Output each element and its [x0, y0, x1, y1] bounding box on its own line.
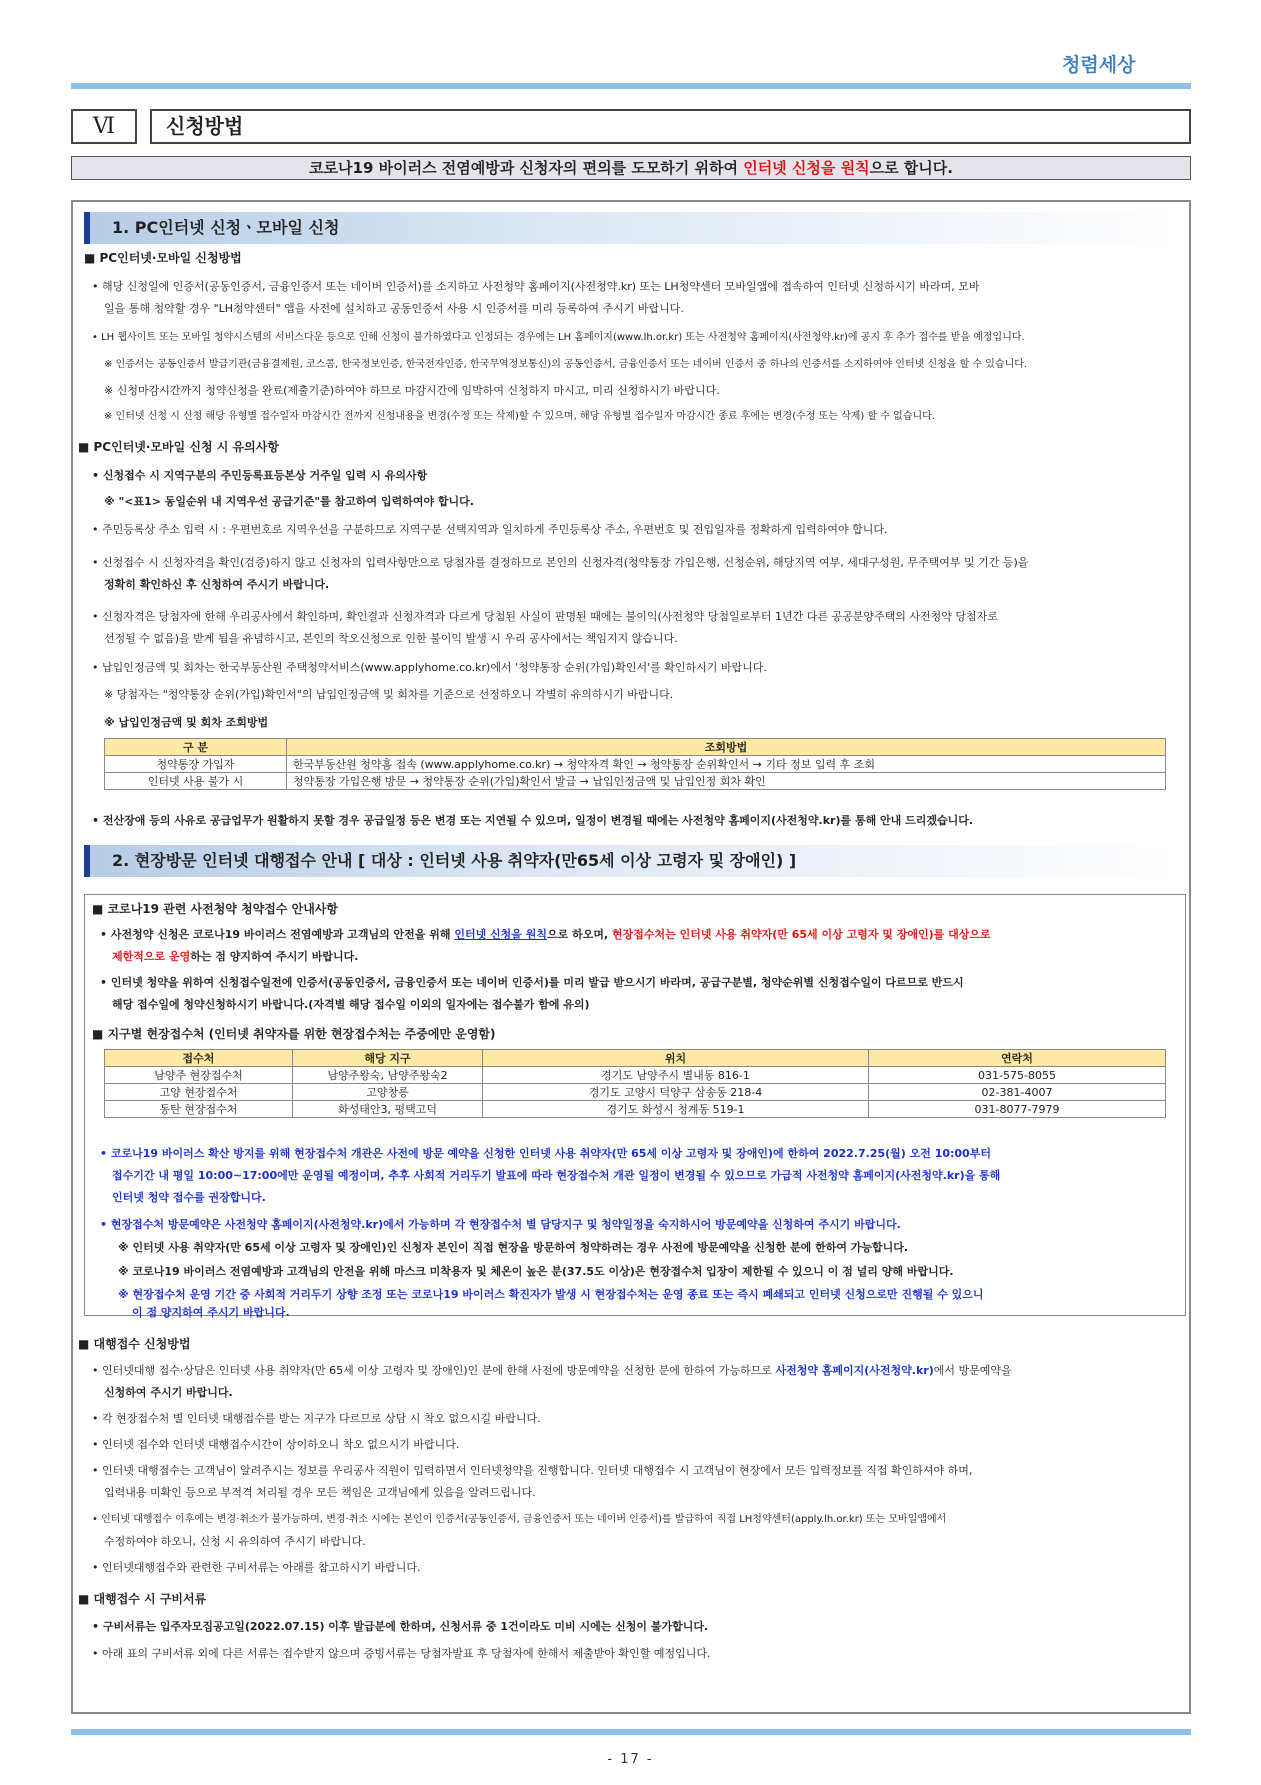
table-header-row [105, 739, 1166, 756]
table-row [105, 756, 1166, 773]
lookup-method-table [104, 738, 1166, 790]
proxy-item-1a [92, 1364, 1012, 1378]
table-cell: 경기도 고양시 덕양구 삼송동 218-4 [483, 1084, 869, 1101]
proxy-item-6: • 인터넷대행접수와 관련한 구비서류는 아래를 참고하시기 바랍니다. [92, 1561, 421, 1574]
page-number: - 17 - [607, 1752, 654, 1767]
precaution-5: • 납입인정금액 및 회차는 한국부동산원 주택청약서비스(www.applyhome.co.kr)에서 '청약통장 순위(가입)확인서'를 확인하시기 바랍니다. [92, 661, 767, 674]
notice-banner [71, 156, 1191, 180]
heading-covid-notice: ■ 코로나19 관련 사전청약 청약접수 안내사항 [92, 902, 338, 916]
covid-item-1a-mid: 으로 하오며, [547, 928, 612, 941]
precaution-5-table-title: ※ 납입인정금액 및 회차 조회방법 [104, 716, 269, 729]
proxy-item-1a-text: • 인터넷대행 접수·상담은 인터넷 사용 취약자(만 65세 이상 고령자 및 장애인)인 분에 한해 사전에 방문예약을 신청한 분에 한하여 가능하므로 [92, 1364, 776, 1377]
table-cell: 청약통장 가입은행 방문 → 청약통장 순위(가입)확인서 발급 → 납입인정금액 및 납입인정 회차 확인 [287, 773, 1166, 790]
table-row [105, 773, 1166, 790]
table-cell: 031-8077-7979 [869, 1101, 1166, 1118]
table-header: 위치 [483, 1050, 869, 1067]
precaution-3a: • 신청접수 시 신청자격을 확인(검증)하지 않고 신청자의 입력사항만으로 당첨자를 결정하므로 본인의 신청자격(청약통장 가입은행, 신청순위, 해당지역 여부, 세대구성원, 무주택여부 및 기간 등)을 [92, 556, 1029, 569]
heading-proxy-method: ■ 대행접수 신청방법 [78, 1337, 191, 1351]
covid-item-1a-text: • 사전청약 신청은 코로나19 바이러스 전염예방과 고객님의 안전을 위해 [100, 928, 455, 941]
table-header: 접수처 [105, 1050, 293, 1067]
precaution-3b: 정확히 확인하신 후 신청하여 주시기 바랍니다. [104, 578, 330, 591]
covid-item-1a-blue: 인터넷 신청을 원칙 [454, 928, 548, 941]
banner-emphasis: 인터넷 신청을 원칙 [743, 159, 870, 177]
covid-item-1b [112, 950, 358, 964]
proxy-item-5b: 수정하여야 하오니, 신청 시 유의하여 주시기 바랍니다. [104, 1535, 366, 1548]
visit-notice-1c: 인터넷 청약 접수를 권장합니다. [112, 1191, 266, 1204]
proxy-item-1a-end: 에서 방문예약을 [933, 1364, 1012, 1377]
visit-notice-2: • 현장접수처 방문예약은 사전청약 홈페이지(사전청약.kr)에서 가능하며 각 현장접수처 별 담당지구 및 청약일정을 숙지하시어 방문예약을 신청하여 주시기 바랍니다. [100, 1218, 901, 1231]
bottom-rule [71, 1729, 1191, 1735]
precaution-5-note: ※ 당첨자는 "청약통장 순위(가입)확인서"의 납입인정금액 및 회차를 기준으로 선정하오니 각별히 유의하시기 바랍니다. [104, 688, 674, 701]
precaution-2: • 주민등록상 주소 입력 시 : 우편번호로 지역우선을 구분하므로 지역구분 선택지역과 일치하게 주민등록상 주소, 우편번호 및 전입일자를 정확하게 입력하여야 합니다. [92, 523, 888, 536]
visit-notice-1b: 접수기간 내 평일 10:00~17:00에만 운영될 예정이며, 추후 사회적 거리두기 발표에 따라 현장접수처 개관 일정이 변경될 수 있으므로 가급적 사전청약 홈페이지(사전청약.kr)을 통해 [112, 1169, 1001, 1182]
covid-item-1b-red: 제한적으로 운영 [112, 950, 191, 963]
table-cell: 청약통장 가입자 [105, 756, 287, 773]
banner-text: 코로나19 바이러스 전염예방과 신청자의 편의를 도모하기 위하여 [309, 159, 744, 177]
table-cell: 남양주왕숙, 남양주왕숙2 [293, 1067, 483, 1084]
table-cell: 인터넷 사용 불가 시 [105, 773, 287, 790]
proxy-item-3: • 인터넷 접수와 인터넷 대행접수시간이 상이하오니 착오 없으시기 바랍니다. [92, 1438, 460, 1451]
table-cell: 02-381-4007 [869, 1084, 1166, 1101]
method-note-1: ※ 인증서는 공동인증서 발급기관(금융결제원, 코스콤, 한국정보인증, 한국전자인증, 한국무역정보통신)의 공동인증서, 금융인증서 또는 네이버 인증서 중 하나의 인증서를 소지하여야 인터넷 신청을 할 수 있습니다. [104, 359, 1028, 370]
covid-item-1b-text: 하는 점 양지하여 주시기 바랍니다. [190, 950, 359, 963]
proxy-item-4b: 입력내용 미확인 등으로 부적격 처리될 경우 모든 책임은 고객님에게 있음을 알려드립니다. [104, 1486, 536, 1499]
visit-note-3a: ※ 현장접수처 운영 기간 중 사회적 거리두기 상향 조정 또는 코로나19 바이러스 확진자가 발생 시 현장접수처는 운영 종료 또는 즉시 폐쇄되고 인터넷 신청으로만 진행될 수 있으니 [118, 1288, 984, 1301]
table-cell: 동탄 현장접수처 [105, 1101, 293, 1118]
table-row [105, 1067, 1166, 1084]
covid-item-1a-red: 현장접수처는 인터넷 사용 취약자(만 65세 이상 고령자 및 장애인)를 대상으로 [611, 928, 991, 941]
precaution-4b: 선정될 수 없음)을 받게 됨을 유념하시고, 본인의 착오신청으로 인한 불이익 발생 시 우리 공사에서는 책임지지 않습니다. [104, 632, 678, 645]
top-rule [71, 83, 1191, 89]
banner-text-end: 으로 합니다. [869, 159, 953, 177]
visit-note-3b: 이 점 양지하여 주시기 바랍니다. [132, 1306, 290, 1319]
proxy-item-4a: • 인터넷 대행접수는 고객님이 알려주시는 정보를 우리공사 직원이 입력하면서 인터넷청약을 진행합니다. 인터넷 대행접수 시 고객님이 현장에서 모든 입력정보를 직접 확인하셔야 하며, [92, 1464, 973, 1477]
method-item-1a: • 해당 신청일에 인증서(공동인증서, 금융인증서 또는 네이버 인증서)를 소지하고 사전청약 홈페이지(사전청약.kr) 또는 LH청약센터 모바일앱에 접속하여 인터넷 신청하시기 바라며, 모바 [92, 280, 980, 293]
table-cell: 고양 현장접수처 [105, 1084, 293, 1101]
table-row [105, 1101, 1166, 1118]
docs-item-1: • 구비서류는 입주자모집공고일(2022.07.15) 이후 발급분에 한하며, 신청서류 중 1건이라도 미비 시에는 신청이 불가합니다. [92, 1620, 709, 1633]
visit-note-2: ※ 코로나19 바이러스 전염예방과 고객님의 안전을 위해 마스크 미착용자 및 체온이 높은 분(37.5도 이상)은 현장접수처 입장이 제한될 수 있으니 이 점 널리 양해 바랍니다. [118, 1265, 954, 1278]
proxy-item-1b: 신청하여 주시기 바랍니다. [104, 1386, 233, 1399]
precaution-1: • 신청접수 시 지역구분의 주민등록표등본상 거주일 입력 시 유의사항 [92, 469, 428, 482]
covid-item-1a [100, 928, 991, 942]
table-cell: 고양창릉 [293, 1084, 483, 1101]
chapter-title: 신청방법 [150, 109, 1191, 144]
heading-precautions: ■ PC인터넷·모바일 신청 시 유의사항 [78, 440, 279, 454]
heading-pc-mobile-method: ■ PC인터넷·모바일 신청방법 [84, 251, 242, 265]
table-cell: 화성태안3, 평택고덕 [293, 1101, 483, 1118]
docs-item-2: • 아래 표의 구비서류 외에 다른 서류는 접수받지 않으며 증빙서류는 당첨자발표 후 당첨자에 한해서 제출받아 확인할 예정입니다. [92, 1647, 711, 1660]
method-item-2: • LH 웹사이트 또는 모바일 청약시스템의 서비스다운 등으로 인해 신청이 불가하였다고 인정되는 경우에는 LH 홈페이지(www.lh.or.kr) 또는 사전청약 홈페이지(사전청약.kr)에 공지 후 추가 접수를 받을 예정입니다. [92, 332, 1025, 343]
proxy-item-1a-link: 사전청약 홈페이지(사전청약.kr) [775, 1364, 934, 1377]
chapter-number: Ⅵ [71, 109, 137, 144]
section-2-title: 2. 현장방문 인터넷 대행접수 안내 [ 대상 : 인터넷 사용 취약자(만65세 이상 고령자 및 장애인) ] [84, 845, 1180, 877]
method-item-1b: 일을 통해 청약할 경우 "LH청약센터" 앱을 사전에 설치하고 공동인증서 사용 시 인증서를 미리 등록하여 주시기 바랍니다. [104, 302, 684, 315]
table-cell: 남양주 현장접수처 [105, 1067, 293, 1084]
table-cell: 경기도 화성시 청계동 519-1 [483, 1101, 869, 1118]
visit-note-1: ※ 인터넷 사용 취약자(만 65세 이상 고령자 및 장애인)인 신청자 본인이 직접 현장을 방문하여 청약하려는 경우 사전에 방문예약을 신청한 분에 한하여 가능합니다. [118, 1241, 909, 1254]
section-1-title: 1. PC인터넷 신청ㆍ모바일 신청 [84, 212, 1180, 244]
table-header-row [105, 1050, 1166, 1067]
proxy-item-5a: • 인터넷 대행접수 이후에는 변경·취소가 불가능하며, 변경·취소 시에는 본인이 인증서(공동인증서, 금융인증서 또는 네이버 인증서)를 발급하여 직접 LH청약센터(apply.lh.or.kr) 또는 모바일앱에서 [92, 1514, 947, 1525]
table-cell: 경기도 남양주시 별내동 816-1 [483, 1067, 869, 1084]
covid-item-2a: • 인터넷 청약을 위하여 신청접수일전에 인증서(공동인증서, 금융인증서 또는 네이버 인증서)를 미리 발급 받으시기 바라며, 공급구분별, 청약순위별 신청접수일이 다르므로 반드시 [100, 976, 964, 989]
precaution-1-note: ※ "<표1> 동일순위 내 지역우선 공급기준"를 참고하여 입력하여야 합니다. [104, 495, 474, 508]
site-offices-table [104, 1049, 1166, 1118]
table-row [105, 1084, 1166, 1101]
method-note-2: ※ 신청마감시간까지 청약신청을 완료(제출기준)하여야 하므로 마감시간에 임박하여 신청하지 마시고, 미리 신청하시기 바랍니다. [104, 384, 720, 397]
logo-text: 청렴세상 [1062, 54, 1136, 76]
table-cell: 031-575-8055 [869, 1067, 1166, 1084]
heading-required-docs: ■ 대행접수 시 구비서류 [78, 1592, 207, 1606]
precaution-4a: • 신청자격은 당첨자에 한해 우리공사에서 확인하며, 확인결과 신청자격과 다르게 당첨된 사실이 판명된 때에는 불이익(사전청약 당첨일로부터 1년간 다른 공공분양주택의 사전청약 당첨자로 [92, 610, 998, 623]
table-header: 연락처 [869, 1050, 1166, 1067]
covid-item-2b: 해당 접수일에 청약신청하시기 바랍니다.(자격별 해당 접수일 이외의 일자에는 접수불가 함에 유의) [112, 998, 590, 1011]
table-header: 조회방법 [287, 739, 1166, 756]
table-header: 구 분 [105, 739, 287, 756]
method-note-3: ※ 인터넷 신청 시 신청 해당 유형별 접수일자 마감시간 전까지 신청내용을 변경(수정 또는 삭제)할 수 있으며, 해당 유형별 접수일자 마감시간 종료 후에는 변경(수정 또는 삭제) 할 수 없습니다. [104, 411, 936, 422]
visit-notice-1a: • 코로나19 바이러스 확산 방지를 위해 현장접수처 개관은 사전에 방문 예약을 신청한 인터넷 사용 취약자(만 65세 이상 고령자 및 장애인)에 한하여 2022.7.25(월) 오전 10:00부터 [100, 1147, 991, 1160]
precaution-6: • 전산장애 등의 사유로 공급업무가 원활하지 못할 경우 공급일정 등은 변경 또는 지연될 수 있으며, 일정이 변경될 때에는 사전청약 홈페이지(사전청약.kr)를 통해 안내 드리겠습니다. [92, 814, 974, 827]
logo [1062, 50, 1192, 80]
proxy-item-2: • 각 현장접수처 별 인터넷 대행접수를 받는 지구가 다르므로 상담 시 착오 없으시길 바랍니다. [92, 1412, 541, 1425]
table-header: 해당 지구 [293, 1050, 483, 1067]
heading-site-offices: ■ 지구별 현장접수처 (인터넷 취약자를 위한 현장접수처는 주중에만 운영함) [92, 1027, 496, 1041]
table-cell: 한국부동산원 청약홈 접속 (www.applyhome.co.kr) → 청약자격 확인 → 청약통장 순위확인서 → 기타 정보 입력 후 조회 [287, 756, 1166, 773]
